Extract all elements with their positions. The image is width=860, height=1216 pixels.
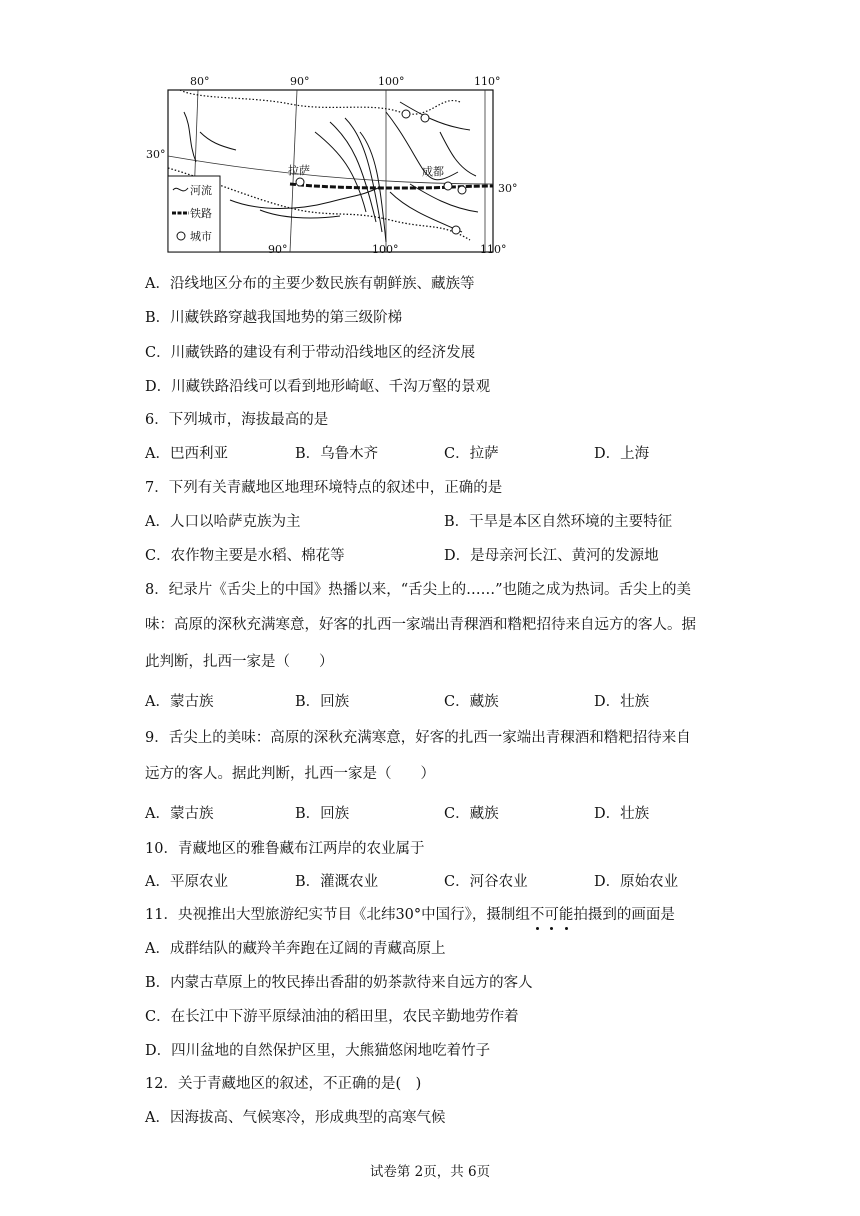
- lon-label-100: 100°: [378, 75, 405, 88]
- lat-label-right: 30°: [498, 182, 518, 195]
- q8-option-d: D．壮族: [594, 694, 650, 710]
- q9-option-c: C．藏族: [444, 806, 499, 822]
- q11-stem-before: 11．央视推出大型旅游纪实节目《北纬30°中国行》，摄制组: [145, 907, 530, 923]
- legend-river-label: 河流: [190, 184, 212, 197]
- q8-option-b: B．回族: [295, 694, 350, 710]
- city-marker: [402, 110, 410, 118]
- city-chengdu-label: 成都: [422, 165, 444, 178]
- q7-option-a: A．人口以哈萨克族为主: [145, 514, 301, 530]
- q5-option-d: D．川藏铁路沿线可以看到地形崎岖、千沟万壑的景观: [145, 379, 491, 395]
- q10-option-d: D．原始农业: [594, 874, 679, 890]
- q6-option-b: B．乌鲁木齐: [295, 446, 379, 462]
- q8-stem-line3: 此判断，扎西一家是（ ）: [145, 654, 334, 670]
- q11-option-a: A．成群结队的藏羚羊奔跑在辽阔的青藏高原上: [145, 941, 446, 957]
- q6-option-c: C．拉萨: [444, 446, 499, 462]
- q9-stem-line1: 9．舌尖上的美味：高原的深秋充满寒意，好客的扎西一家端出青稞酒和糌粑招待来自: [145, 730, 691, 746]
- city-lhasa-label: 拉萨: [288, 164, 310, 177]
- q11-option-c: C．在长江中下游平原绿油油的稻田里，农民辛勤地劳作着: [145, 1009, 519, 1025]
- q8-stem-line2: 味：高原的深秋充满寒意，好客的扎西一家端出青稞酒和糌粑招待来自远方的客人。据: [145, 617, 696, 633]
- q6-option-d: D．上海: [594, 446, 650, 462]
- legend-city-symbol: [177, 232, 185, 240]
- q8-option-a: A．蒙古族: [145, 694, 214, 710]
- city-marker: [458, 186, 466, 194]
- q7-option-b: B．干旱是本区自然环境的主要特征: [444, 514, 673, 530]
- city-lhasa-marker: [296, 178, 304, 186]
- q10-option-a: A．平原农业: [145, 874, 228, 890]
- lon-label-80: 80°: [190, 75, 210, 88]
- q9-stem-line2: 远方的客人。据此判断，扎西一家是（ ）: [145, 766, 435, 782]
- city-marker: [452, 226, 460, 234]
- q10-option-c: C．河谷农业: [444, 874, 528, 890]
- map-legend: [168, 176, 220, 252]
- q12-stem: 12．关于青藏地区的叙述，不正确的是( ): [145, 1076, 422, 1092]
- legend-city-label: 城市: [190, 230, 212, 243]
- q10-option-b: B．灌溉农业: [295, 874, 379, 890]
- lon-label-bottom-110: 110°: [480, 243, 507, 256]
- lon-label-bottom-100: 100°: [372, 243, 399, 256]
- q7-option-c: C．农作物主要是水稻、棉花等: [145, 548, 345, 564]
- q8-stem-line1: 8．纪录片《舌尖上的中国》热播以来，“舌尖上的……”也随之成为热词。舌尖上的美: [145, 582, 692, 598]
- lon-label-90: 90°: [290, 75, 310, 88]
- city-chengdu-marker: [444, 182, 452, 190]
- q11-emphasis-char: 可: [544, 907, 559, 923]
- q12-option-a: A．因海拔高、气候寒冷，形成典型的高寒气候: [145, 1110, 446, 1126]
- q11-emphasis-char: 能: [558, 907, 574, 923]
- q6-option-a: A．巴西利亚: [145, 446, 228, 462]
- q5-option-c: C．川藏铁路的建设有利于带动沿线地区的经济发展: [145, 345, 476, 361]
- q11-option-d: D．四川盆地的自然保护区里，大熊猫悠闲地吃着竹子: [145, 1043, 491, 1059]
- q9-option-b: B．回族: [295, 806, 350, 822]
- q11-stem: [145, 905, 675, 925]
- border-north: [180, 90, 460, 114]
- q9-option-a: A．蒙古族: [145, 806, 214, 822]
- q6-stem: 6．下列城市，海拔最高的是: [145, 412, 329, 428]
- q7-option-d: D．是母亲河长江、黄河的发源地: [444, 548, 659, 564]
- q5-option-a: A．沿线地区分布的主要少数民族有朝鲜族、藏族等: [145, 276, 475, 292]
- q10-stem: 10．青藏地区的雅鲁藏布江两岸的农业属于: [145, 841, 425, 857]
- q5-option-b: B．川藏铁路穿越我国地势的第三级阶梯: [145, 310, 403, 326]
- lon-label-bottom-90: 90°: [268, 243, 288, 256]
- q9-option-d: D．壮族: [594, 806, 650, 822]
- page-footer: 试卷第 2页，共 6页: [369, 1164, 491, 1180]
- q7-stem: 7．下列有关青藏地区地理环境特点的叙述中，正确的是: [145, 480, 503, 496]
- lon-label-110: 110°: [474, 75, 501, 88]
- q11-stem-after: 拍摄到的画面是: [573, 907, 675, 923]
- railway-map: [140, 72, 520, 262]
- legend-railway-label: 铁路: [190, 207, 212, 220]
- q8-option-c: C．藏族: [444, 694, 499, 710]
- lat-label-left: 30°: [146, 148, 166, 161]
- city-marker: [421, 114, 429, 122]
- q11-option-b: B．内蒙古草原上的牧民捧出香甜的奶茶款待来自远方的客人: [145, 975, 533, 991]
- q11-emphasis-char: 不: [529, 907, 545, 923]
